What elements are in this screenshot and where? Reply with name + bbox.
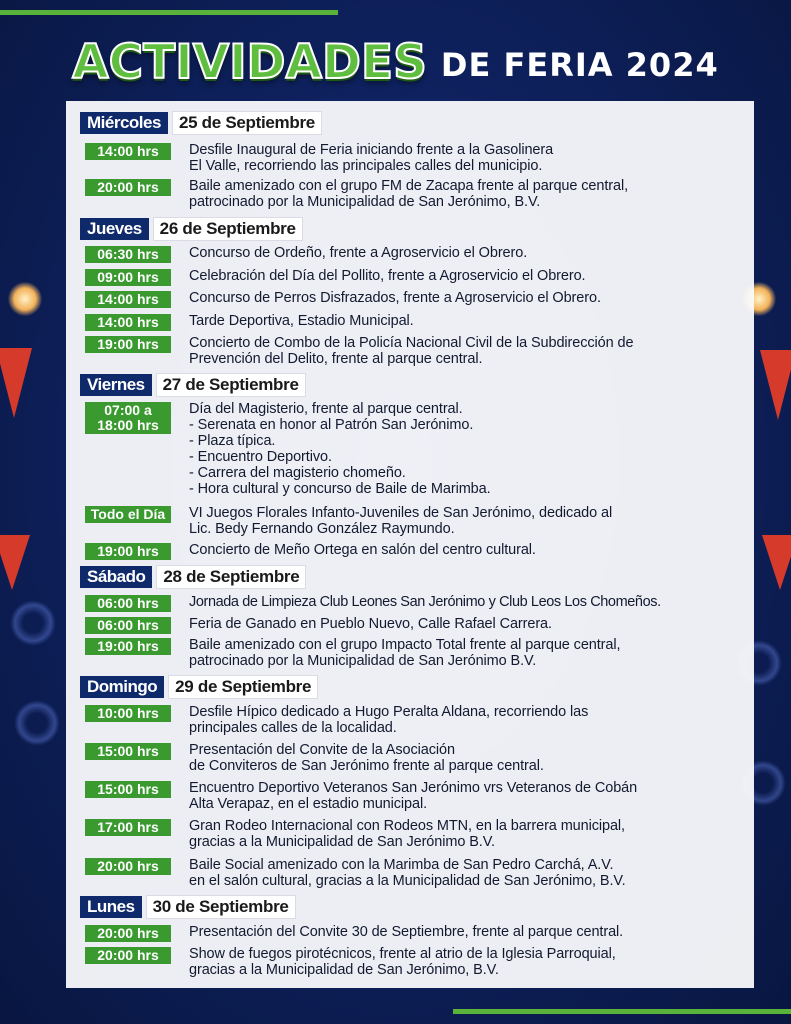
event-time: 06:00 hrs: [85, 595, 171, 612]
event-description: Concierto de Combo de la Policía Nacional Civil de la Subdirección de Prevención del Delito, frente al parque central.: [189, 335, 634, 367]
day-header-lunes: [80, 896, 295, 918]
day-header-viernes: [80, 374, 305, 396]
bottom-accent-line: [453, 1009, 791, 1014]
event-time: 20:00 hrs: [85, 947, 171, 964]
event-description: Baile amenizado con el grupo FM de Zacapa frente al parque central, patrocinado por la Municipalidad de San Jerónimo, B.V.: [189, 178, 629, 210]
day-name: Sábado: [80, 566, 152, 588]
event-time: 15:00 hrs: [85, 781, 171, 798]
event-time: 06:30 hrs: [85, 246, 171, 263]
firework-icon: [14, 700, 60, 746]
event-description: Encuentro Deportivo Veteranos San Jerónimo vrs Veteranos de Cobán Alta Verapaz, en el estadio municipal.: [189, 780, 638, 812]
day-header-miercoles: [80, 112, 321, 134]
pennant-flag-icon: [762, 535, 791, 590]
page-title: ACTIVIDADES: [72, 34, 427, 90]
event-time: Todo el Día: [85, 506, 171, 523]
top-accent-line: [0, 10, 338, 15]
day-date: 26 de Septiembre: [154, 218, 302, 240]
firework-icon: [10, 600, 56, 646]
event-description: VI Juegos Florales Infanto-Juveniles de San Jerónimo, dedicado al Lic. Bedy Fernando González Raymundo.: [189, 505, 613, 537]
day-date: 28 de Septiembre: [157, 566, 305, 588]
schedule-card: [66, 101, 754, 988]
event-description: Concierto de Meño Ortega en salón del centro cultural.: [189, 542, 536, 558]
event-time: 07:00 a 18:00 hrs: [85, 402, 171, 434]
page-header: [0, 28, 791, 96]
event-time: 19:00 hrs: [85, 543, 171, 560]
event-description: Presentación del Convite de la Asociación de Conviteros de San Jerónimo frente al parque central.: [189, 742, 544, 774]
event-time: 14:00 hrs: [85, 291, 171, 308]
day-date: 25 de Septiembre: [173, 112, 321, 134]
event-time: 14:00 hrs: [85, 314, 171, 331]
light-bulb-icon: [8, 282, 42, 316]
day-name: Jueves: [80, 218, 149, 240]
event-time: 20:00 hrs: [85, 925, 171, 942]
page-subtitle: DE FERIA 2024: [440, 46, 719, 84]
event-time: 14:00 hrs: [85, 143, 171, 160]
event-time: 06:00 hrs: [85, 617, 171, 634]
event-description: Concurso de Ordeño, frente a Agroservicio el Obrero.: [189, 245, 528, 261]
day-name: Viernes: [80, 374, 152, 396]
event-description: Concurso de Perros Disfrazados, frente a Agroservicio el Obrero.: [189, 290, 601, 306]
event-time: 19:00 hrs: [85, 638, 171, 655]
day-date: 30 de Septiembre: [147, 896, 295, 918]
day-header-sabado: [80, 566, 305, 588]
event-description: Celebración del Día del Pollito, frente a Agroservicio el Obrero.: [189, 268, 586, 284]
event-description: Desfile Hípico dedicado a Hugo Peralta Aldana, recorriendo las principales calles de la localidad.: [189, 704, 589, 736]
event-time: 17:00 hrs: [85, 819, 171, 836]
pennant-flag-icon: [0, 535, 30, 590]
event-description: Jornada de Limpieza Club Leones San Jerónimo y Club Leos Los Chomeños.: [189, 594, 661, 610]
day-header-jueves: [80, 218, 302, 240]
event-time: 15:00 hrs: [85, 743, 171, 760]
event-time: 09:00 hrs: [85, 269, 171, 286]
event-description: Tarde Deportiva, Estadio Municipal.: [189, 313, 414, 329]
event-description: Feria de Ganado en Pueblo Nuevo, Calle Rafael Carrera.: [189, 616, 552, 632]
day-header-domingo: [80, 676, 317, 698]
day-name: Domingo: [80, 676, 164, 698]
day-date: 27 de Septiembre: [157, 374, 305, 396]
event-time: 20:00 hrs: [85, 858, 171, 875]
pennant-flag-icon: [0, 348, 32, 418]
event-description: Baile amenizado con el grupo Impacto Total frente al parque central, patrocinado por la Municipalidad de San Jerónimo B.V.: [189, 637, 621, 669]
pennant-flag-icon: [760, 350, 791, 420]
event-description: Baile Social amenizado con la Marimba de San Pedro Carchá, A.V. en el salón cultural, gracias a la Municipalidad de San Jerónimo, B.V.: [189, 857, 626, 889]
event-time: 20:00 hrs: [85, 179, 171, 196]
event-description: Día del Magisterio, frente al parque central. - Serenata en honor al Patrón San Jerónimo. - Plaza típica. - Encuentro Deportivo. - Carrera del magisterio chomeño. - Hora cultural y concurso de Baile de Marimba.: [189, 401, 491, 497]
event-description: Gran Rodeo Internacional con Rodeos MTN, en la barrera municipal, gracias a la Municipalidad de San Jerónimo B.V.: [189, 818, 625, 850]
event-description: Desfile Inaugural de Feria iniciando frente a la Gasolinera El Valle, recorriendo las principales calles del municipio.: [189, 142, 554, 174]
day-date: 29 de Septiembre: [169, 676, 317, 698]
event-description: Presentación del Convite 30 de Septiembre, frente al parque central.: [189, 924, 624, 940]
event-time: 19:00 hrs: [85, 336, 171, 353]
day-name: Miércoles: [80, 112, 168, 134]
event-time: 10:00 hrs: [85, 705, 171, 722]
event-description: Show de fuegos pirotécnicos, frente al atrio de la Iglesia Parroquial, gracias a la Municipalidad de San Jerónimo, B.V.: [189, 946, 616, 978]
day-name: Lunes: [80, 896, 142, 918]
